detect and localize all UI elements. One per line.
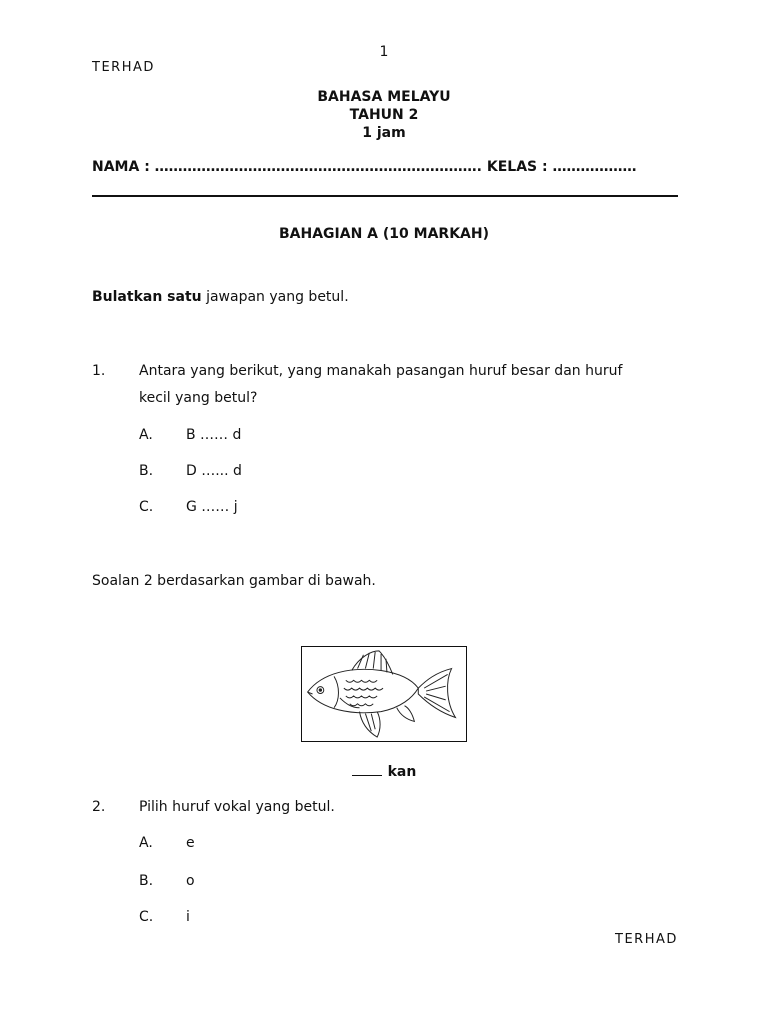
instruction-bold: Bulatkan satu	[92, 289, 202, 305]
fish-picture-frame	[301, 646, 467, 742]
q2-option-c-label[interactable]: C.	[139, 909, 154, 925]
question-1-number: 1.	[92, 363, 106, 379]
page-number: 1	[379, 44, 389, 60]
q1-option-c-text[interactable]: G …… j	[186, 499, 238, 515]
answer-blank[interactable]	[352, 763, 382, 776]
instruction	[92, 289, 349, 305]
classification-bottom: TERHAD	[615, 932, 678, 947]
picture-intro: Soalan 2 berdasarkan gambar di bawah.	[92, 573, 376, 589]
word-hint-text: kan	[387, 764, 417, 780]
question-2-number: 2.	[92, 799, 106, 815]
question-1-line-1: Antara yang berikut, yang manakah pasangan huruf besar dan huruf	[139, 363, 623, 379]
q1-option-a-text[interactable]: B …… d	[186, 427, 242, 443]
classification-top: TERHAD	[92, 60, 155, 75]
subject-title: BAHASA MELAYU	[317, 89, 451, 105]
q1-option-b-text[interactable]: D …... d	[186, 463, 242, 479]
question-1-line-2: kecil yang betul?	[139, 390, 258, 406]
q2-option-a-text[interactable]: e	[186, 835, 195, 851]
q1-option-a-label[interactable]: A.	[139, 427, 153, 443]
level-title: TAHUN 2	[349, 107, 419, 123]
section-title: BAHAGIAN A (10 MARKAH)	[279, 226, 489, 242]
question-2-text: Pilih huruf vokal yang betul.	[139, 799, 335, 815]
q2-option-c-text[interactable]: i	[186, 909, 190, 925]
header-divider	[92, 195, 678, 197]
q1-option-b-label[interactable]: B.	[139, 463, 154, 479]
word-hint	[0, 763, 768, 780]
name-class-line: NAMA : ……………………………………………………………. KELAS : ………………	[92, 159, 637, 175]
fish-icon	[302, 647, 466, 741]
q2-option-a-label[interactable]: A.	[139, 835, 153, 851]
q2-option-b-text[interactable]: o	[186, 873, 195, 889]
q1-option-c-label[interactable]: C.	[139, 499, 154, 515]
instruction-rest: jawapan yang betul.	[201, 289, 349, 305]
q2-option-b-label[interactable]: B.	[139, 873, 154, 889]
duration-title: 1 jam	[362, 125, 406, 141]
